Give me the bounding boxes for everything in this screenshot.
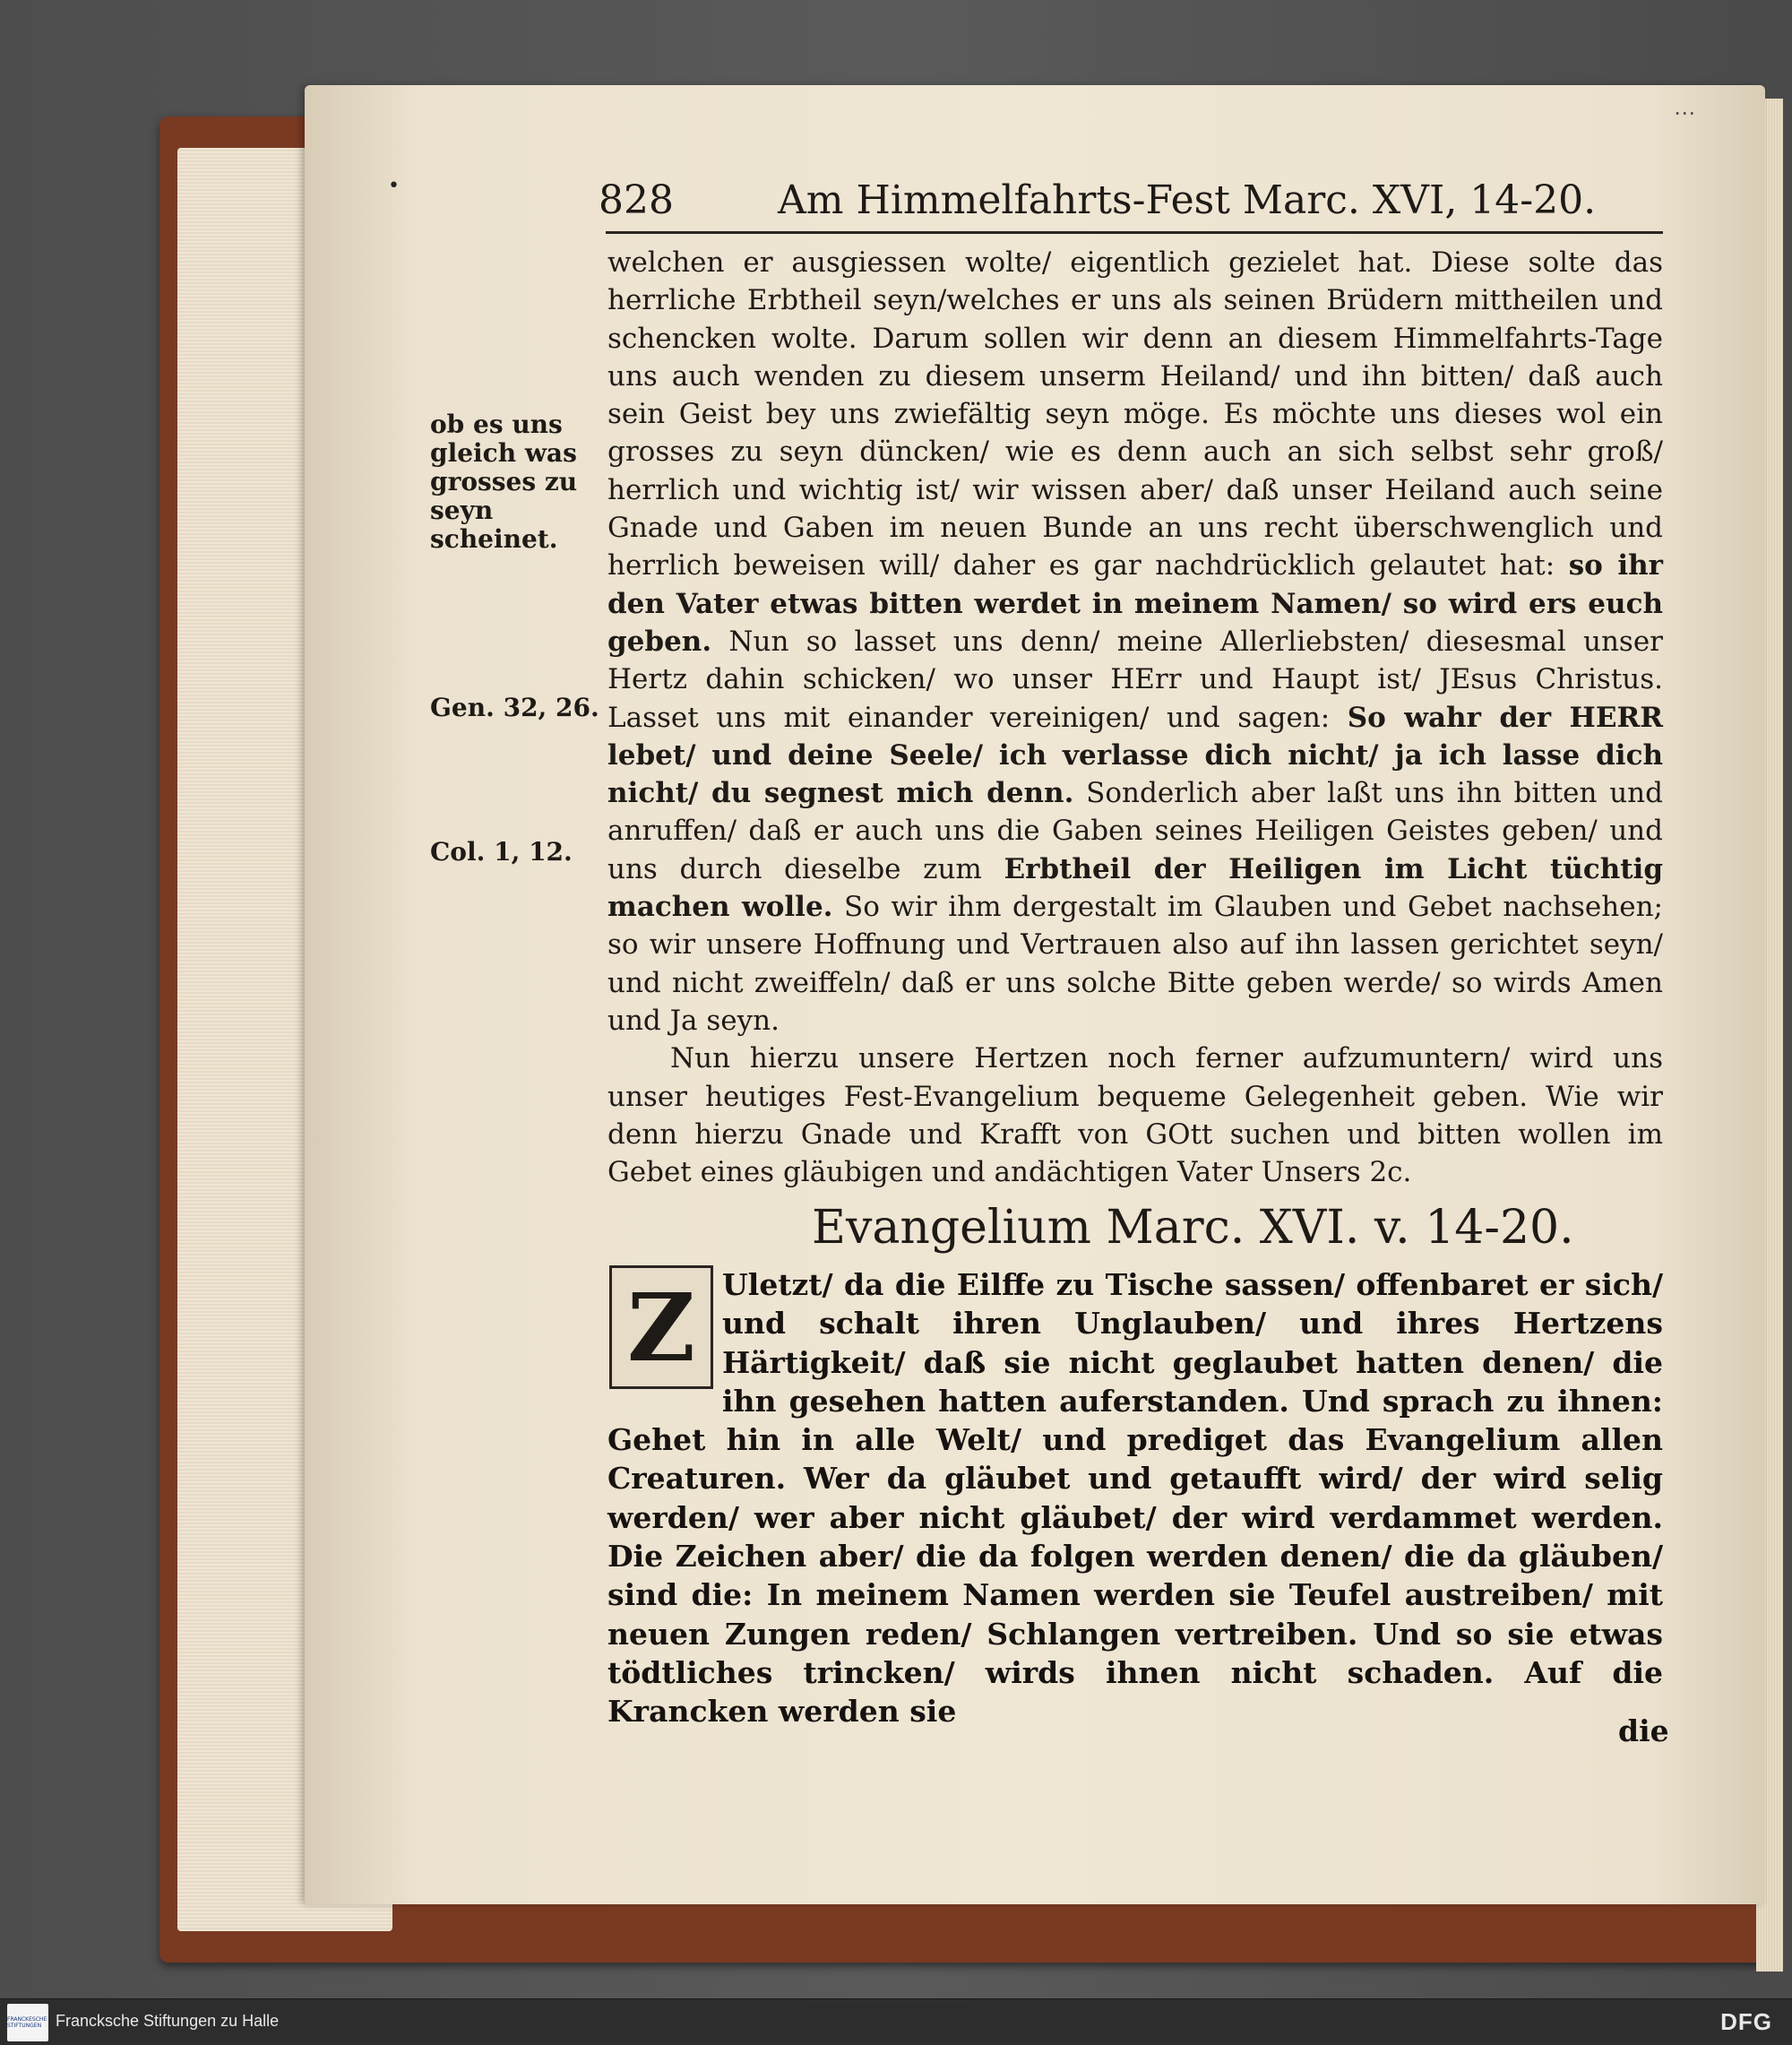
corner-mark: ⋯	[1674, 100, 1695, 125]
institution-logo	[7, 2004, 48, 2041]
catchword: die	[1618, 1713, 1669, 1748]
dfg-logo: DFG	[1720, 2008, 1772, 2035]
header-rule	[606, 231, 1663, 234]
text-segment: Sonderlich aber laßt uns ihn bitten und anruffen/ daß er auch uns die Gaben seines Heiligen Geistes geben/ und uns durch dieselbe zum	[607, 777, 1663, 885]
scripture-quote: so ihr den Vater etwas bitten werdet in meinem Namen/ so wird ers euch geben.	[607, 549, 1663, 658]
institution-name: Francksche Stiftungen zu Halle	[56, 2012, 280, 2030]
running-head: Am Himmelfahrts-Fest Marc. XVI, 14-20.	[778, 177, 1597, 223]
text-segment: Nun hierzu unsere Hertzen noch ferner aufzumuntern/ wird uns unser heutiges Fest-Evangelium bequeme Gelegenheit geben. Wie wir denn hierzu Gnade und Krafft von GOtt suchen und bitten wollen im Gebet eines gläubigen und andächtigen Vater Unsers 2c.	[607, 1042, 1663, 1189]
page-dot-mark: •	[388, 175, 400, 197]
gospel-heading: Evangelium Marc. XVI. v. 14-20.	[812, 1201, 1574, 1255]
margin-note-1: ob es uns gleich was grosses zu seyn scheinet.	[430, 410, 578, 554]
scripture-quote: Erbtheil der Heiligen im Licht tüchtig machen wolle.	[607, 852, 1664, 924]
text-segment: Nun so lasset uns denn/ meine Allerliebsten/ diesesmal unser Hertz dahin schicken/ wo unser HErr und Haupt ist/ JEsus Christus. Lasset uns mit einander vereinigen/ und sagen:	[607, 625, 1663, 734]
body-text	[607, 244, 1663, 1191]
page-header	[599, 177, 1665, 231]
page-number: 828	[599, 177, 674, 223]
gospel-paragraph: Uletzt/ da die Eilffe zu Tische sassen/ offenbaret er sich/ und schalt ihren Unglauben/ und ihres Hertzens Härtigkeit/ daß sie nicht geglaubet hatten denen/ die ihn gesehen hatten auferstanden. Und sprach zu ihnen: Gehet hin in alle Welt/ und prediget das Evangelium allen Creaturen. Wer da gläubet und getaufft wird/ der wird selig werden/ wer aber nicht gläubet/ der wird verdammet werden. Die Zeichen aber/ die da folgen werden denen/ die da gläuben/ sind die: In meinem Namen werden sie Teufel austreiben/ mit neuen Zungen reden/ Schlangen vertreiben. Und so sie etwas tödtliches trincken/ wirds ihnen nicht schaden. Auf die Krancken werden sie	[607, 1267, 1663, 1730]
viewer-footer	[0, 1998, 1792, 2045]
gospel-text	[607, 1265, 1663, 1731]
margin-note-reference: Gen. 32, 26.	[430, 693, 599, 722]
paragraph-1	[607, 244, 1663, 1040]
text-segment: So wir ihm dergestalt im Glauben und Gebet nachsehen; so wir unsere Hoffnung und Vertrauen also auf ihn lassen gerichtet seyn/ und nicht zweiffeln/ daß er uns solche Bitte geben werde/ so wirds Amen und Ja seyn.	[607, 891, 1663, 1037]
scripture-quote: So wahr der HERR lebet/ und deine Seele/ ich verlasse dich nicht/ ja ich lasse dich nicht/ du segnest mich denn.	[607, 701, 1664, 810]
logo-caption: FRANCKESCHE STIFTUNGEN	[7, 2016, 47, 2029]
margin-note-reference: Col. 1, 12.	[430, 837, 573, 867]
decorated-initial: Z	[609, 1265, 713, 1389]
paragraph-2	[607, 1040, 1663, 1191]
text-segment: welchen er ausgiessen wolte/ eigentlich gezielet hat. Diese solte das herrliche Erbtheil seyn/welches er uns als seinen Brüdern mittheilen und schencken wolte. Darum sollen wir denn an diesem Himmelfahrts-Tage uns auch wenden zu diesem unserm Heiland/ und ihn bitten/ daß auch sein Geist bey uns zwiefältig seyn möge. Es möchte uns dieses wol ein grosses zu seyn düncken/ wie es denn auch an sich selbst sehr groß/ herrlich und wichtig ist/ wir wissen aber/ daß unser Heiland auch seine Gnade und Gaben im neuen Bunde an uns recht überschwenglich und herrlich beweisen will/ daher es gar nachdrücklich gelautet hat:	[607, 246, 1663, 582]
